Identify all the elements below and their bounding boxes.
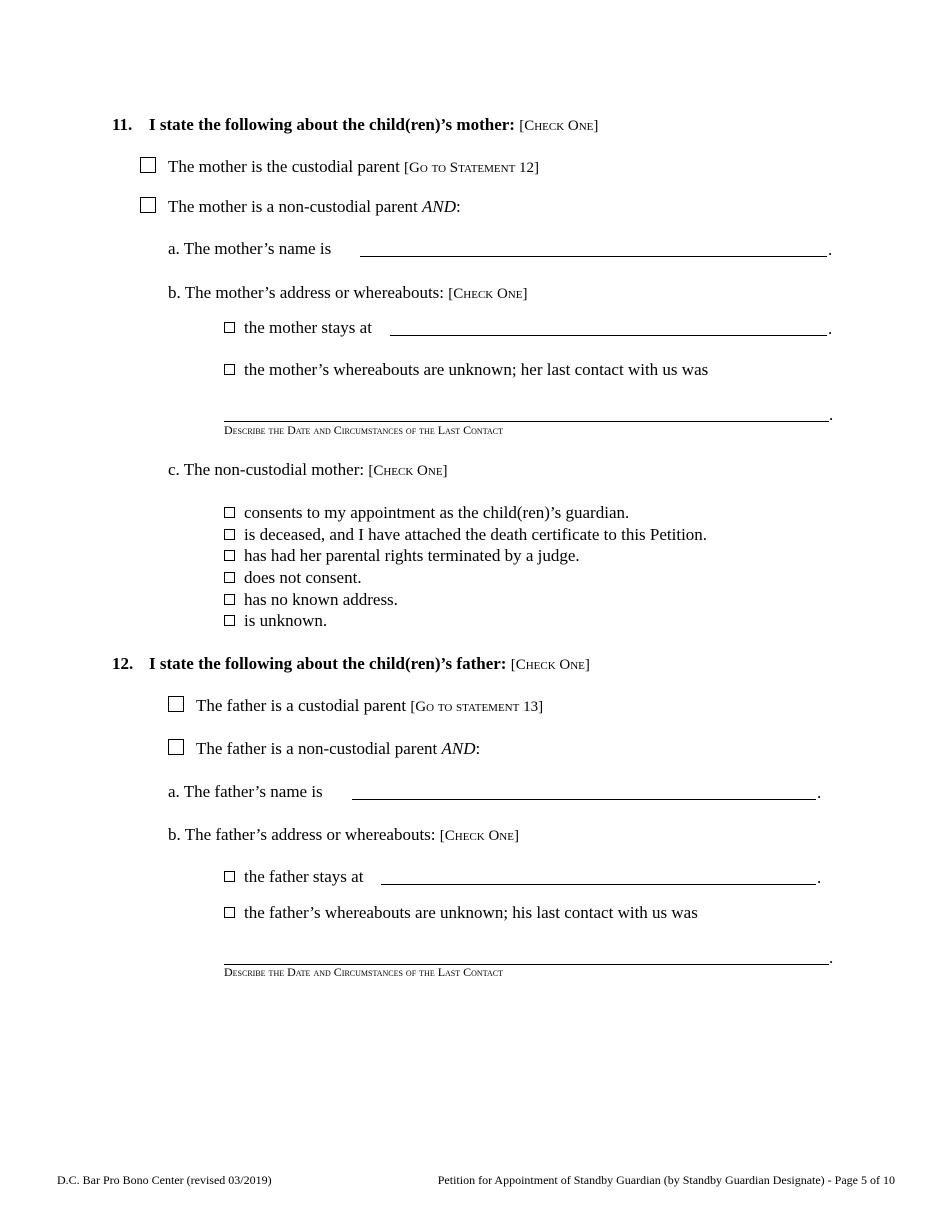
s11-noncustodial-option: [168, 198, 461, 215]
s11-c-option-label: is unknown.: [244, 611, 328, 630]
s11-stays-label: the mother stays at: [244, 318, 372, 337]
footer-left: D.C. Bar Pro Bono Center (revised 03/2019): [57, 1173, 272, 1187]
s11-heading-note: [Check One]: [519, 118, 599, 134]
s11-noncustodial-colon: :: [455, 197, 461, 216]
s12-b-note: [Check One]: [439, 828, 519, 844]
s12-custodial-label: The father is a custodial parent: [196, 696, 407, 715]
s11-a-period: .: [828, 240, 833, 259]
s11-noncustodial-label: The mother is a non-custodial parent: [168, 197, 418, 216]
footer-right: Petition for Appointment of Standby Guardian (by Standby Guardian Designate) - Page 5 of 10: [437, 1173, 895, 1187]
s12-number: 12.: [112, 654, 134, 673]
s11-c-option-label: is deceased, and I have attached the death certificate to this Petition.: [244, 525, 708, 544]
s11-custodial-note: [Go to Statement 12]: [404, 160, 540, 176]
s11-b-note: [Check One]: [448, 286, 528, 302]
s11-c-option-checkbox[interactable]: [224, 550, 235, 561]
s12-b-heading: [168, 826, 519, 844]
s12-noncustodial-checkbox[interactable]: [168, 739, 184, 755]
s12-last-contact-caption: Describe the Date and Circumstances of the Last Contact: [224, 965, 503, 979]
s12-noncustodial-option: [196, 740, 480, 757]
s11-c-option-label: has had her parental rights terminated by a judge.: [244, 546, 580, 565]
s11-c-option-label: consents to my appointment as the child(ren)’s guardian.: [244, 503, 630, 522]
s12-father-name-field[interactable]: [352, 799, 816, 800]
s11-b-heading: [168, 284, 527, 302]
s12-noncustodial-label: The father is a non-custodial parent: [196, 739, 438, 758]
s11-last-contact-field[interactable]: [224, 421, 829, 422]
s12-b-label: b. The father’s address or whereabouts:: [168, 825, 436, 844]
s11-c-option-checkbox[interactable]: [224, 572, 235, 583]
s12-noncustodial-colon: :: [475, 739, 481, 758]
s11-c-heading: [168, 461, 448, 479]
s12-stays-period: .: [817, 868, 822, 887]
s11-custodial-checkbox[interactable]: [140, 157, 156, 173]
s12-father-address-field[interactable]: [381, 884, 816, 885]
s11-b-label: b. The mother’s address or whereabouts:: [168, 283, 445, 302]
s12-unknown-checkbox[interactable]: [224, 907, 235, 918]
s11-c-option-label: does not consent.: [244, 568, 362, 587]
s11-c-option-checkbox[interactable]: [224, 529, 235, 540]
s11-last-contact-caption: Describe the Date and Circumstances of the Last Contact: [224, 423, 503, 437]
s11-custodial-label: The mother is the custodial parent: [168, 157, 400, 176]
s12-unknown-label: the father’s whereabouts are unknown; his last contact with us was: [244, 903, 698, 922]
s12-noncustodial-and: AND: [441, 739, 476, 758]
s11-mother-address-field[interactable]: [390, 335, 827, 336]
s12-a-period: .: [817, 783, 822, 802]
s11-custodial-option: [168, 158, 539, 176]
s11-mother-name-field[interactable]: [360, 256, 827, 257]
s11-noncustodial-checkbox[interactable]: [140, 197, 156, 213]
s12-a-label: a. The father’s name is: [168, 782, 323, 801]
s11-last-contact-period: .: [829, 405, 834, 424]
s11-c-label: c. The non-custodial mother:: [168, 460, 365, 479]
s12-heading-note: [Check One]: [510, 657, 590, 673]
s11-c-option-checkbox[interactable]: [224, 615, 235, 626]
s12-stays-label: the father stays at: [244, 867, 364, 886]
s12-last-contact-period: .: [829, 948, 834, 967]
s11-heading: [149, 116, 598, 134]
s11-c-option-checkbox[interactable]: [224, 594, 235, 605]
s11-c-option-checkbox[interactable]: [224, 507, 235, 518]
s12-heading-text: I state the following about the child(ren)’s father:: [149, 654, 507, 673]
s11-unknown-label: the mother’s whereabouts are unknown; her last contact with us was: [244, 360, 709, 379]
s12-heading: [149, 655, 590, 673]
s12-stays-checkbox[interactable]: [224, 871, 235, 882]
s11-stays-checkbox[interactable]: [224, 322, 235, 333]
s11-stays-period: .: [828, 319, 833, 338]
s11-heading-text: I state the following about the child(ren)’s mother:: [149, 115, 515, 134]
s11-a-label: a. The mother’s name is: [168, 239, 332, 258]
s11-c-option-label: has no known address.: [244, 590, 398, 609]
s12-custodial-note: [Go to statement 13]: [410, 699, 544, 715]
s11-noncustodial-and: AND: [421, 197, 456, 216]
s11-number: 11.: [112, 115, 133, 134]
s12-custodial-option: [196, 697, 543, 715]
s11-unknown-checkbox[interactable]: [224, 364, 235, 375]
s11-c-note: [Check One]: [368, 463, 448, 479]
s12-custodial-checkbox[interactable]: [168, 696, 184, 712]
